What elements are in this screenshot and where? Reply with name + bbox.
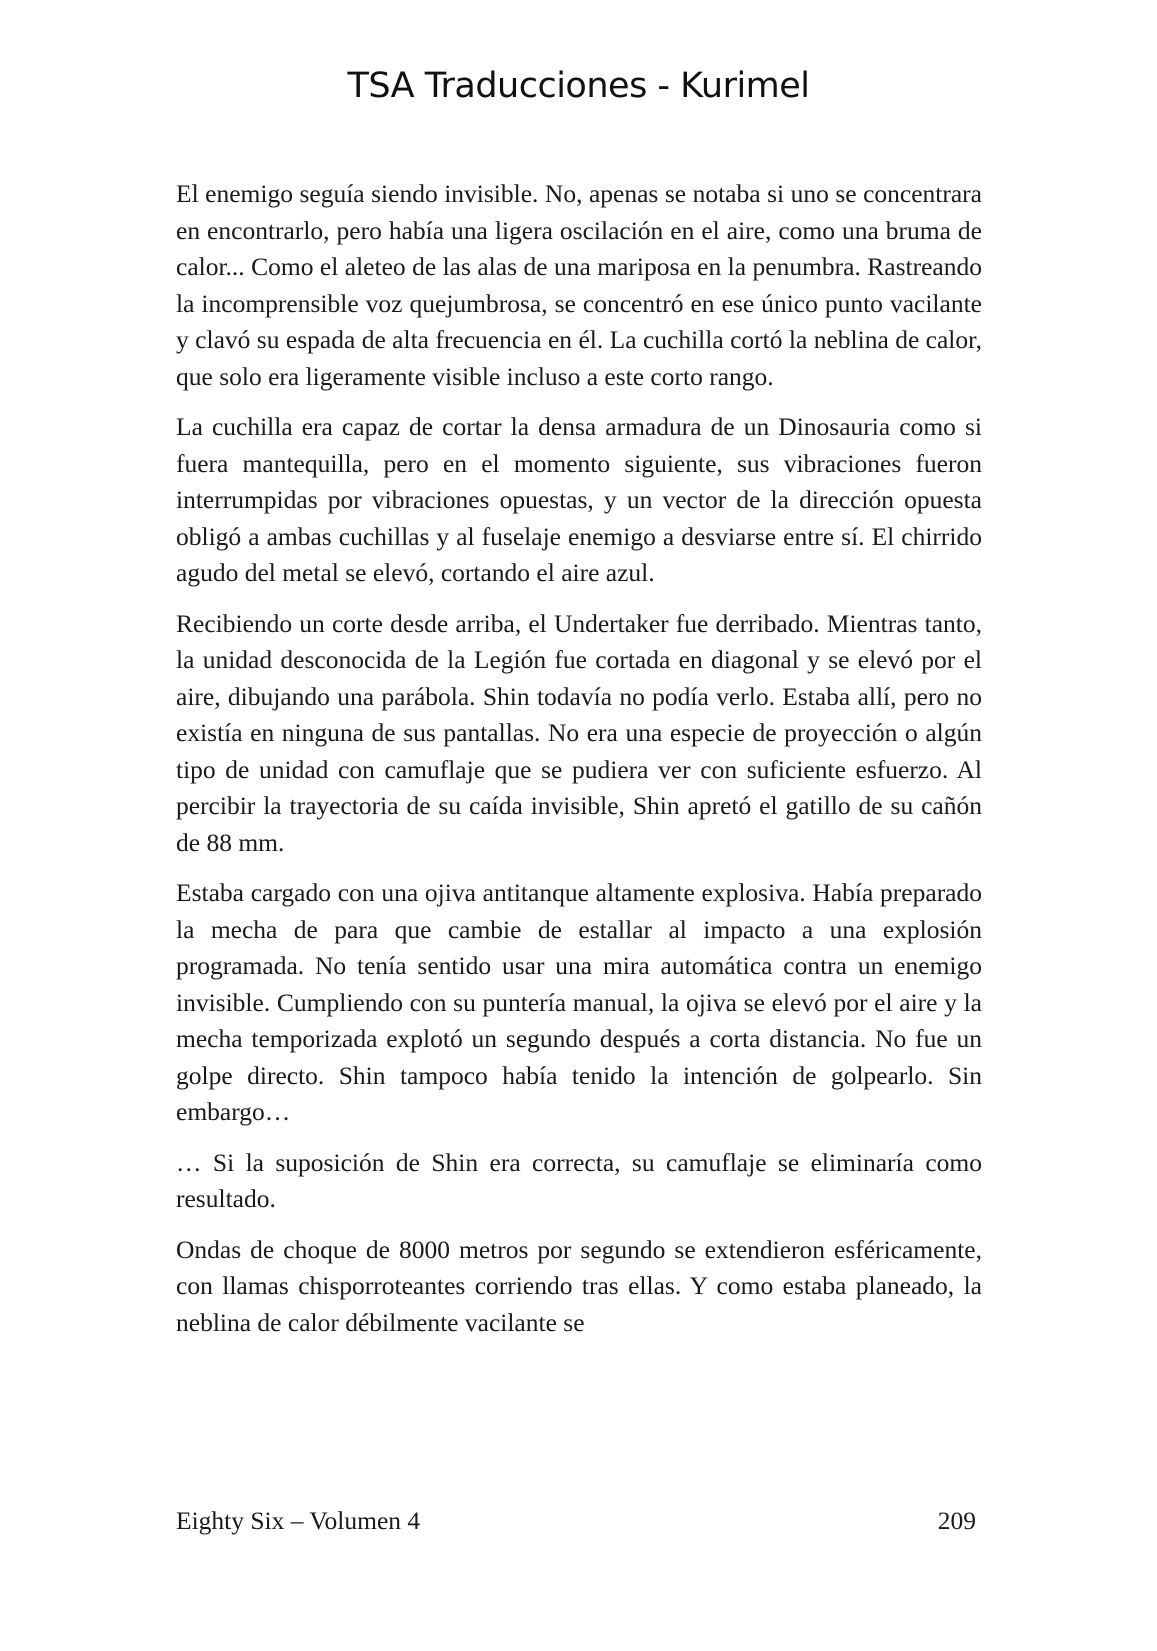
paragraph: Recibiendo un corte desde arriba, el Undertaker fue derribado. Mientras tanto, la unidad desconocida de la Legión fue cortada en diagonal y se elevó por el aire, dibujando una parábola. Shin todavía no podía verlo. Estaba allí, pero no existía en ninguna de sus pantallas. No era una especie de proyección o algún tipo de unidad con camuflaje que se pudiera ver con suficiente esfuerzo. Al percibir la trayectoria de su caída invisible, Shin apretó el gatillo de su cañón de 88 mm. bbox=[176, 608, 982, 857]
paragraph: … Si la suposición de Shin era correcta, su camuflaje se eliminaría como resultado. bbox=[176, 1147, 982, 1213]
paragraph: Estaba cargado con una ojiva antitanque altamente explosiva. Había preparado la mecha de para que cambie de estallar al impacto a una explosión programada. No tenía sentido usar una mira automática contra un enemigo invisible. Cumpliendo con su puntería manual, la ojiva se elevó por el aire y la mecha temporizada explotó un segundo después a corta distancia. No fue un golpe directo. Shin tampoco había tenido la intención de golpearlo. Sin embargo… bbox=[176, 878, 982, 1126]
paragraph: Ondas de choque de 8000 metros por segundo se extendieron esféricamente, con llamas chisporroteantes corriendo tras ellas. Y como estaba planeado, la neblina de calor débilmente vacilante se bbox=[176, 1234, 982, 1337]
paragraph: La cuchilla era capaz de cortar la densa armadura de un Dinosauria como si fuera mantequilla, pero en el momento siguiente, sus vibraciones fueron interrumpidas por vibraciones opuestas, y un vector de la dirección opuesta obligó a ambas cuchillas y al fuselaje enemigo a desviarse entre sí. El chirrido agudo del metal se elevó, cortando el aire azul. bbox=[176, 412, 982, 587]
page-header-title: TSA Traducciones - Kurimel bbox=[347, 66, 810, 106]
body-text bbox=[176, 176, 982, 1355]
page-number: 209 bbox=[937, 1506, 976, 1535]
paragraph: El enemigo seguía siendo invisible. No, apenas se notaba si uno se concentrara en encontrarlo, pero había una ligera oscilación en el aire, como una bruma de calor... Como el aleteo de las alas de una mariposa en la penumbra. Rastreando la incomprensible voz quejumbrosa, se concentró en ese único punto vacilante y clavó su espada de alta frecuencia en él. La cuchilla cortó la neblina de calor, que solo era ligeramente visible incluso a este corto rango. bbox=[176, 179, 982, 391]
footer-book-title: Eighty Six – Volumen 4 bbox=[176, 1506, 421, 1535]
